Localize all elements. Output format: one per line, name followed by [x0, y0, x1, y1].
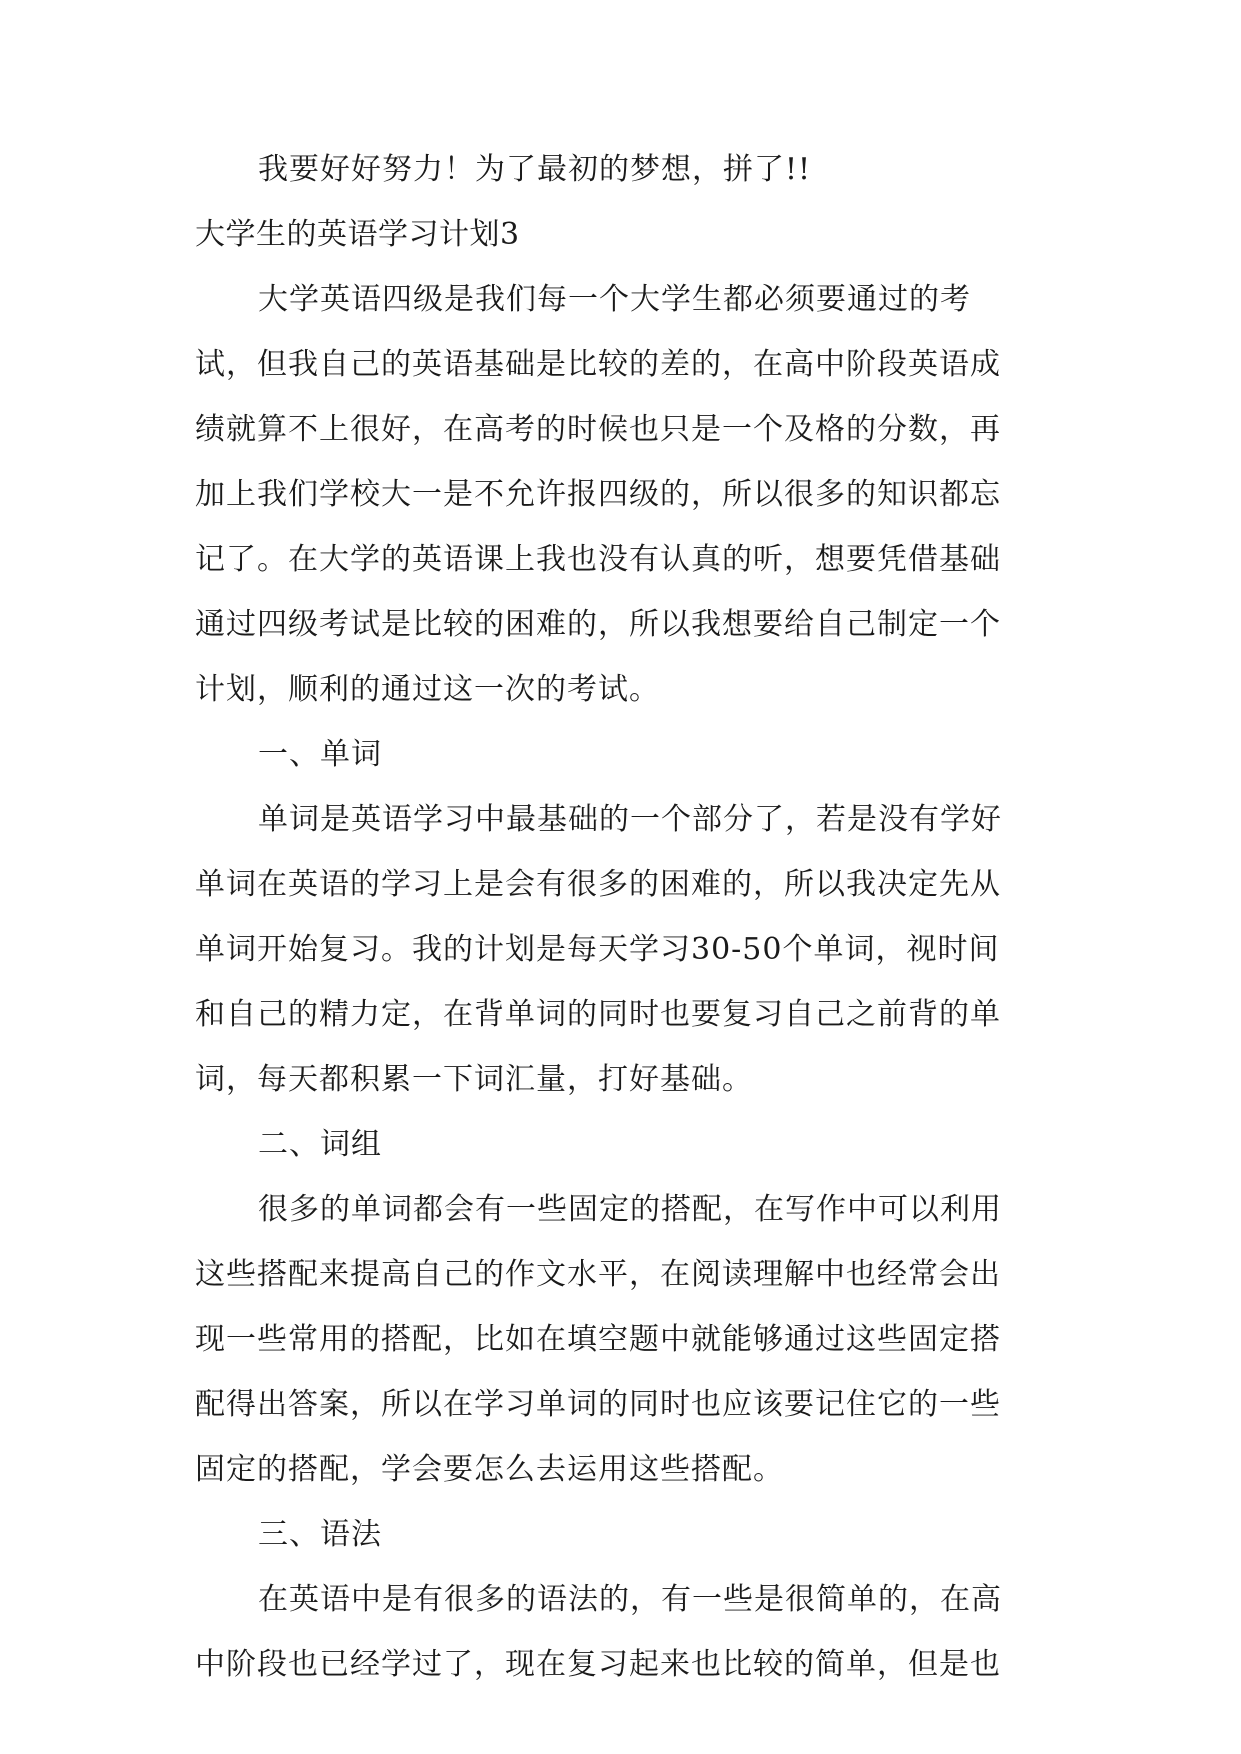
paragraph-line: 计划，顺利的通过这一次的考试。: [195, 672, 660, 707]
heading-vocabulary: 一、单词: [258, 737, 382, 772]
heading-phrases: 二、词组: [258, 1127, 382, 1162]
paragraph-line: 在英语中是有很多的语法的，有一些是很简单的，在高: [258, 1582, 1002, 1617]
paragraph-line: 单词开始复习。我的计划是每天学习30-50个单词，视时间: [195, 932, 1000, 967]
paragraph-line: 大学英语四级是我们每一个大学生都必须要通过的考: [258, 282, 971, 317]
paragraph-line: 固定的搭配，学会要怎么去运用这些搭配。: [195, 1452, 784, 1487]
section-title: 大学生的英语学习计划3: [195, 217, 520, 252]
paragraph-line: 和自己的精力定，在背单词的同时也要复习自己之前背的单: [195, 997, 1001, 1032]
paragraph-line: 单词在英语的学习上是会有很多的困难的，所以我决定先从: [195, 867, 1001, 902]
paragraph-line: 通过四级考试是比较的困难的，所以我想要给自己制定一个: [195, 607, 1001, 642]
heading-grammar: 三、语法: [258, 1517, 382, 1552]
paragraph-line: 中阶段也已经学过了，现在复习起来也比较的简单，但是也: [195, 1647, 1001, 1682]
paragraph-line: 现一些常用的搭配，比如在填空题中就能够通过这些固定搭: [195, 1322, 1001, 1357]
closing-line: 我要好好努力！为了最初的梦想，拼了!!: [258, 152, 812, 187]
paragraph-line: 词，每天都积累一下词汇量，打好基础。: [195, 1062, 753, 1097]
paragraph-line: 很多的单词都会有一些固定的搭配，在写作中可以利用: [258, 1192, 1002, 1227]
paragraph-line: 绩就算不上很好，在高考的时候也只是一个及格的分数，再: [195, 412, 1001, 447]
paragraph-line: 加上我们学校大一是不允许报四级的，所以很多的知识都忘: [195, 477, 1001, 512]
paragraph-line: 这些搭配来提高自己的作文水平，在阅读理解中也经常会出: [195, 1257, 1001, 1292]
paragraph-line: 配得出答案，所以在学习单词的同时也应该要记住它的一些: [195, 1387, 1001, 1422]
paragraph-line: 试，但我自己的英语基础是比较的差的，在高中阶段英语成: [195, 347, 1001, 382]
paragraph-line: 单词是英语学习中最基础的一个部分了，若是没有学好: [258, 802, 1002, 837]
paragraph-line: 记了。在大学的英语课上我也没有认真的听，想要凭借基础: [195, 542, 1001, 577]
